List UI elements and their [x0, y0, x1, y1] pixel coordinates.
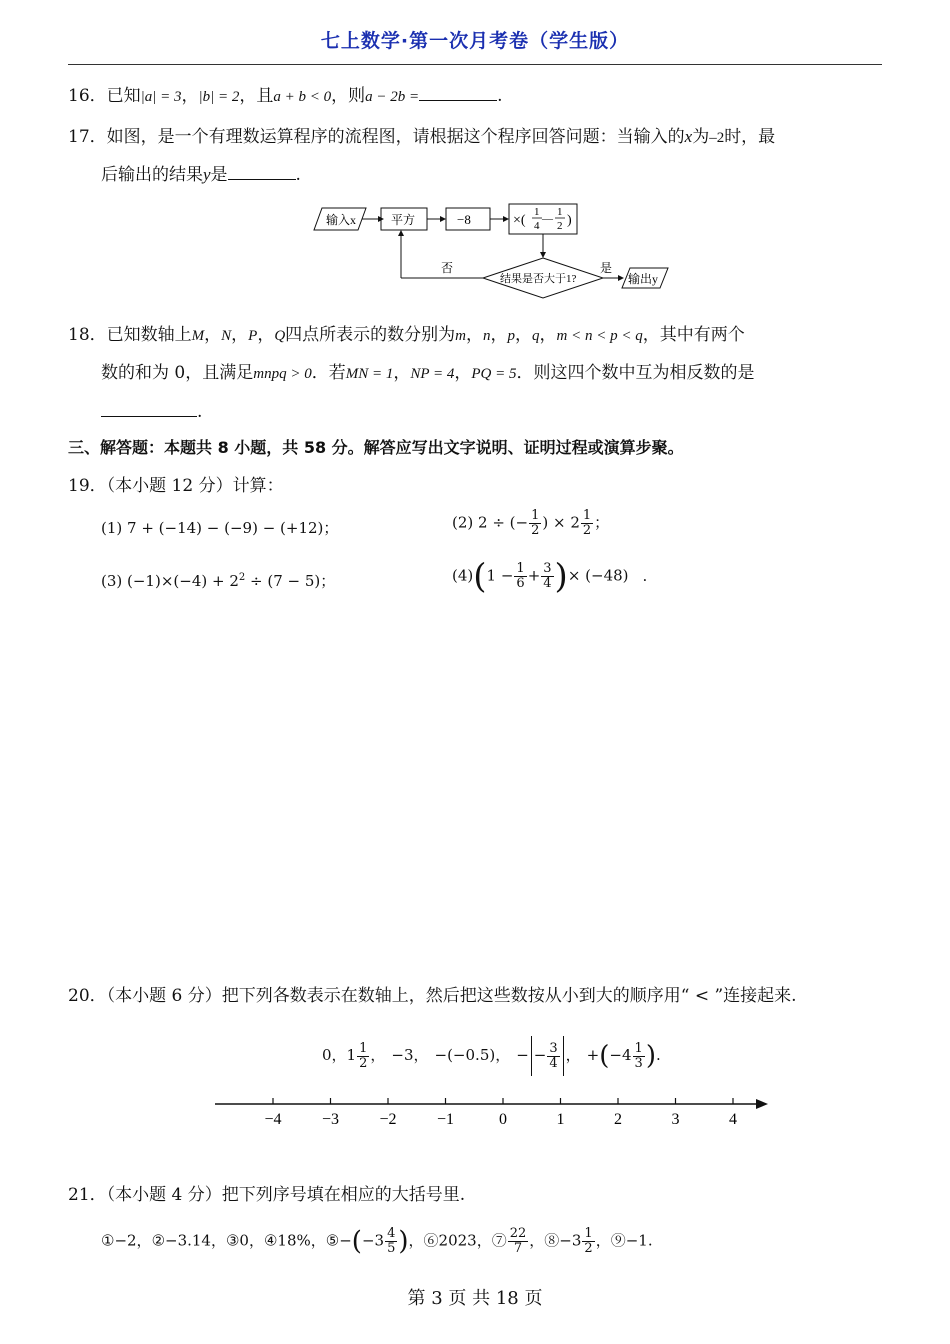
question-17-line-1	[68, 125, 775, 150]
flow-no-label: 否	[441, 261, 454, 275]
flow-minus8-label: −8	[457, 212, 471, 227]
q19-heading: 19．（本小题 12 分）计算：	[68, 476, 284, 496]
number-line-tick-label: −3	[321, 1111, 340, 1128]
q20-abs-bar-right	[563, 1036, 564, 1076]
q21-item-5-label: ⑤−	[325, 1231, 352, 1250]
q18-NP: NP = 4	[410, 366, 455, 382]
number-line-tick-label: 3	[671, 1111, 680, 1128]
flow-close-paren: )	[567, 213, 572, 228]
q20-abs-bar-left	[531, 1036, 532, 1076]
q18-comma: ，	[539, 325, 557, 345]
question-17-line-2	[101, 161, 301, 187]
q18-text-1a: 已知数轴上	[106, 325, 192, 345]
q21-item-7-fraction: $\frac{22}{7}$	[509, 1226, 527, 1256]
q18-comma: ，	[393, 363, 411, 383]
q21-item-5-fraction: $\frac{4}{5}$	[387, 1226, 396, 1256]
flow-frac2-num: 1	[557, 206, 563, 218]
q18-comma: ，	[454, 363, 472, 383]
q16-text-3: ，则	[331, 86, 366, 106]
q19-p4-text-b: 1 −	[486, 566, 514, 585]
q19-p4-text-c: × (−48)	[567, 566, 629, 585]
flow-input-label: 输入x	[326, 213, 357, 227]
q17-y: y	[203, 165, 211, 184]
q21-item-6: ⑥2023，	[423, 1231, 492, 1250]
flow-frac2-den: 2	[557, 220, 563, 232]
q19-p4-plus: +	[527, 566, 541, 585]
q21-comma: ，	[408, 1231, 424, 1250]
q20-value-abs-inner-sign: −	[533, 1046, 547, 1064]
q18-N: N	[221, 328, 232, 344]
q18-comma: ，	[466, 325, 484, 345]
number-line-tick-label: −1	[436, 1111, 455, 1128]
q21-comma: ，	[595, 1231, 611, 1250]
q21-item-9: ⑨−1.	[610, 1231, 653, 1250]
q19-part-3	[101, 566, 335, 593]
q21-item-4: ④18%，	[263, 1231, 326, 1250]
q18-answer-blank[interactable]	[101, 398, 197, 417]
q21-items	[101, 1227, 653, 1256]
q16-sep: ，	[181, 86, 199, 106]
q19-p4-fraction-1: $\frac{1}{6}$	[516, 561, 525, 591]
q17-text-1: 如图，是一个有理数运算程序的流程图，请根据这个程序回答问题：当输入的	[106, 127, 685, 147]
q19-p4-label: (4)	[452, 566, 474, 585]
q16-a-abs: |a| = 3	[140, 89, 182, 105]
q20-end: .	[655, 1046, 661, 1064]
number-line-tick-label: 1	[556, 1111, 565, 1128]
q16-text-2: ，且	[239, 86, 274, 106]
q21-item-8-label: ⑧−3	[544, 1231, 582, 1250]
q18-comma: ，	[257, 325, 275, 345]
q16-text-1: 已知	[106, 86, 141, 106]
q18-text-2b: ．若	[311, 363, 346, 383]
flowchart	[300, 198, 680, 308]
q17-neg2: –2	[709, 130, 725, 146]
q21-item-3: ③0，	[225, 1231, 264, 1250]
q18-comma: ，	[490, 325, 508, 345]
q17-text-1b: 为	[692, 127, 710, 147]
q21-item-2: ②−3.14，	[151, 1231, 226, 1250]
q17-text-2b: 是	[210, 165, 228, 185]
q20-value-third-fraction: $\frac{1}{3}$	[634, 1040, 643, 1071]
q19-p4-paren-open: (	[473, 556, 487, 597]
q20-value-plus: +	[586, 1046, 600, 1064]
q21-comma: ，	[529, 1231, 545, 1250]
number-line-tick-label: −4	[264, 1111, 282, 1128]
q16-b-abs: |b| = 2	[198, 89, 240, 105]
q16-condition: a + b < 0	[273, 89, 332, 105]
q19-p2-end: ；	[594, 513, 610, 532]
q17-number: 17．	[68, 127, 107, 147]
q20-comma: ，	[370, 1046, 386, 1064]
q19-p3-exponent: 2	[238, 572, 246, 583]
q21-item-5-paren-close: )	[398, 1226, 409, 1257]
q21-item-5-paren-open: (	[351, 1226, 362, 1257]
number-line-tick-label: 0	[499, 1111, 507, 1128]
q18-text-2a: 数的和为 0，且满足	[101, 363, 254, 383]
q19-part-2	[452, 509, 609, 538]
q19-part-4	[452, 556, 648, 597]
number-line-tick-label: 4	[729, 1111, 737, 1128]
q20-paren-open: (	[599, 1041, 610, 1071]
flow-frac1-den: 4	[534, 220, 540, 232]
q19-p3-text-a: (3) (−1)×(−4) + 2	[101, 572, 239, 590]
q17-x: x	[684, 127, 693, 146]
header-divider	[68, 64, 882, 65]
question-18-line-1	[68, 323, 745, 348]
q20-value-neg4: −4	[609, 1046, 632, 1064]
q16-number: 16．	[68, 86, 107, 106]
q18-number: 18．	[68, 325, 107, 345]
q21-item-5-whole: −3	[361, 1231, 385, 1250]
q20-numbers	[322, 1036, 661, 1076]
q19-p2-fraction: $\frac{1}{2}$	[531, 508, 540, 538]
flow-frac1-num: 1	[534, 206, 540, 218]
flow-decision-label: 结果是否大于1?	[500, 273, 577, 285]
q19-p4-paren-close: )	[554, 556, 568, 597]
q18-q: q	[532, 328, 540, 344]
number-line-tick-label: 2	[614, 1111, 622, 1128]
q20-value-abs-sign: −	[516, 1046, 529, 1064]
q19-p2-text-b: ) × 2	[542, 513, 580, 532]
flow-multiply-sign: ×(	[513, 213, 526, 228]
q18-text-2c: ．则这四个数中互为相反数的是	[516, 363, 755, 383]
q18-m: m	[455, 328, 467, 344]
q17-text-2a: 后输出的结果	[101, 165, 203, 185]
q18-text-1c: ，其中有两个	[642, 325, 745, 345]
section-3-title: 三、解答题：本题共 8 小题，共 58 分。解答应写出文字说明、证明过程或演算步聚。	[68, 438, 684, 457]
q20-value-abs-fraction: $\frac{3}{4}$	[549, 1040, 558, 1071]
page-footer: 第 3 页 共 18 页	[407, 1288, 543, 1309]
q18-text-1b: 四点所表示的数分别为	[285, 325, 456, 345]
q18-PQ: PQ = 5	[471, 366, 517, 382]
q20-value-mixed-fraction: $\frac{1}{2}$	[359, 1040, 368, 1071]
q20-paren-close: )	[645, 1041, 656, 1071]
q18-comma: ，	[515, 325, 533, 345]
q20-value-mixed-whole: 1	[346, 1046, 357, 1064]
q18-comma: ，	[204, 325, 222, 345]
q19-p3-text-b: ÷ (7 − 5)；	[245, 572, 336, 590]
question-18-line-2	[101, 361, 754, 386]
q17-text-1c: 时，最	[724, 127, 776, 147]
q19-p2-text-a: (2) 2 ÷ (−	[452, 513, 529, 532]
number-line-arrow	[756, 1099, 768, 1109]
q20-value-0: 0，	[322, 1046, 347, 1064]
q18-M: M	[191, 328, 205, 344]
q16-answer-blank[interactable]	[419, 82, 497, 101]
q21-item-1: ①−2，	[101, 1231, 152, 1250]
q19-part-1: (1) 7 + (−14) − (−9) − (+12)；	[101, 519, 339, 537]
q18-Q: Q	[274, 328, 286, 344]
q18-inequality: m < n < p < q	[556, 328, 643, 344]
q18-mnpq: mnpq > 0	[253, 366, 312, 382]
question-18-line-3	[101, 398, 202, 424]
q19-p4-fraction-2: $\frac{3}{4}$	[543, 561, 552, 591]
q18-n: n	[483, 328, 491, 344]
number-line	[210, 1090, 780, 1140]
q21-item-7-label: ⑦	[491, 1231, 507, 1250]
flow-yes-label: 是	[600, 261, 613, 275]
question-16	[68, 82, 503, 109]
q18-P: P	[248, 328, 258, 344]
flow-output-label: 输出y	[628, 272, 659, 286]
q21-item-8-fraction: $\frac{1}{2}$	[584, 1226, 593, 1256]
q18-p: p	[507, 328, 516, 344]
q20-value-neg3: −3，	[391, 1046, 429, 1064]
q16-expression: a − 2b =	[365, 89, 420, 105]
q17-end: .	[295, 165, 301, 185]
q17-answer-blank[interactable]	[228, 161, 296, 180]
q20-value-neg-neg-half: −(−0.5)，	[434, 1046, 511, 1064]
page-header-title: 七上数学·第一次月考卷（学生版）	[320, 30, 630, 52]
q18-end: .	[197, 402, 203, 422]
q21-heading: 21．（本小题 4 分）把下列序号填在相应的大括号里.	[68, 1185, 466, 1205]
number-line-tick-label: −2	[379, 1111, 397, 1128]
q20-heading: 20．（本小题 6 分）把下列各数表示在数轴上，然后把这些数按从小到大的顺序用“ < ”连接起来.	[68, 986, 797, 1006]
q19-p2-mixed-fraction: $\frac{1}{2}$	[582, 508, 592, 538]
q20-comma: ，	[565, 1046, 581, 1064]
flow-square-label: 平方	[391, 213, 416, 227]
q18-comma: ，	[231, 325, 249, 345]
q18-MN: MN = 1	[345, 366, 394, 382]
q19-p4-end: .	[642, 566, 648, 585]
q16-end: .	[497, 86, 503, 106]
flow-dash: —	[542, 213, 553, 225]
